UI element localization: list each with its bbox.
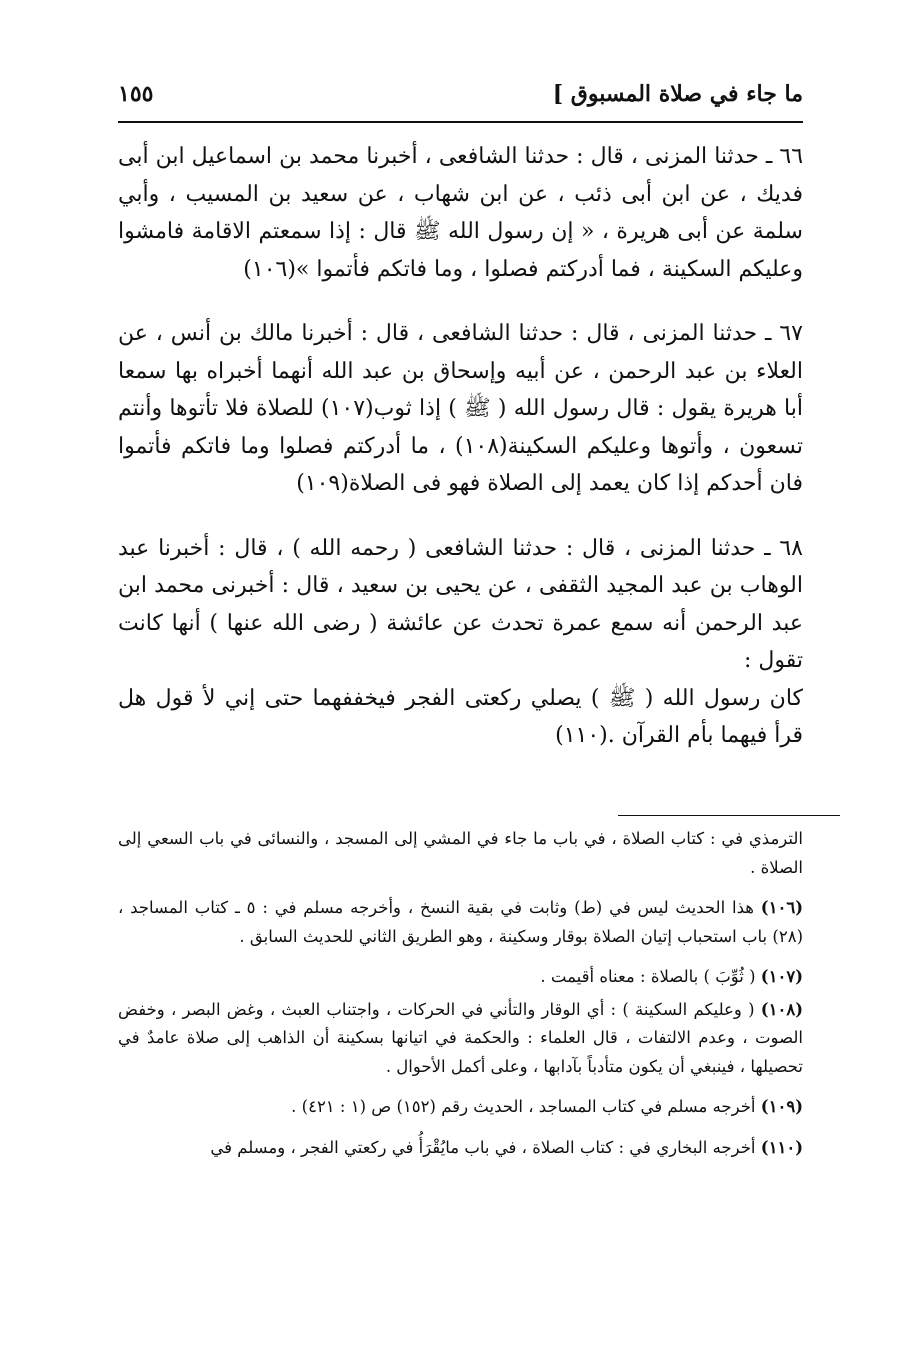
footnote-number: (١١٠) xyxy=(760,1137,803,1157)
running-title: ما جاء في صلاة المسبوق ] xyxy=(552,81,803,107)
footnote-text: أخرجه البخاري في : كتاب الصلاة ، في باب مايُقْرَأُ في ركعتي الفجر ، ومسلم في xyxy=(210,1137,756,1157)
footnote-separator xyxy=(618,815,840,816)
footnote-text: ( وعليكم السكينة ) : أي الوقار والتأني في الحركات ، واجتناب العبث ، وغض البصر ، وخفض الصوت ، وعدم الالتفات ، قال العلماء : والحكمة في اتيانها بسكينة أن الذاهب إلى صلاة عامدٌ في تحصيلها ، فينبغي أن يكون متأدباً بآدابها ، وعلى أكمل الأحوال . xyxy=(118,999,803,1076)
hadith-text: ٦٨ ـ حدثنا المزنى ، قال : حدثنا الشافعى ( رحمه الله ) ، قال : أخبرنا عبد الوهاب بن عبد المجيد الثقفى ، عن يحيى بن سعيد ، قال : أخبرنى محمد ابن عبد الرحمن أنه سمع عمرة تحدث عن عائشة ( رضى الله عنها ) أنها كانت تقول : xyxy=(118,535,803,673)
hadith-text: ٦٦ ـ حدثنا المزنى ، قال : حدثنا الشافعى ، أخبرنا محمد بن اسماعيل ابن أبى فديك ، عن ابن أبى ذئب ، عن ابن شهاب ، عن سعيد بن المسيب ، وأبي سلمة عن أبى هريرة ، « إن رسول الله ﷺ قال : إذا سمعتم الاقامة فامشوا وعليكم السكينة ، فما أدركتم فصلوا ، وما فاتكم فأتموا »(١٠٦) xyxy=(118,144,804,282)
footnote-110 xyxy=(118,1134,803,1163)
footnote-text: هذا الحديث ليس في (ط) وثابت في بقية النسخ ، وأخرجه مسلم في : ٥ ـ كتاب المساجد ، (٢٨) باب استحباب إتيان الصلاة بوقار وسكينة ، وهو الطريق الثاني للحديث السابق . xyxy=(118,898,803,946)
hadith-68 xyxy=(118,530,803,755)
footnote-text: الترمذي في : كتاب الصلاة ، في باب ما جاء في المشي إلى المسجد ، والنسائى في باب السعي إلى الصلاة . xyxy=(118,829,803,877)
footnote-106 xyxy=(118,894,803,951)
hadith-66 xyxy=(118,138,803,288)
page-header xyxy=(118,74,803,114)
footnote-text: ( ثُوِّبَ ) بالصلاة : معناه أقيمت . xyxy=(540,967,756,986)
main-text xyxy=(118,138,803,755)
footnote-text: أخرجه مسلم في كتاب المساجد ، الحديث رقم (١٥٢) ص (١ : ٤٢١) . xyxy=(291,1097,756,1116)
footnote-continued xyxy=(118,825,803,882)
hadith-text: ٦٧ ـ حدثنا المزنى ، قال : حدثنا الشافعى ، قال : أخبرنا مالك بن أنس ، عن العلاء بن عبد الرحمن ، عن أبيه وإسحاق بن عبد الله أنهما أخبراه بها سمعا أبا هريرة يقول : قال رسول الله ( ﷺ ) إذا ثوب(١٠٧) للصلاة فلا تأتوها وأنتم تسعون ، وأتوها وعليكم السكينة(١٠٨) ، ما أدركتم فصلوا وما فاتكم فأتموا فان أحدكم إذا كان يعمد إلى الصلاة فهو فى الصلاة(١٠٩) xyxy=(118,321,803,496)
hadith-continuation: كان رسول الله ( ﷺ ) يصلي ركعتى الفجر فيخففهما حتى إني لأ قول هل قرأ فيهما بأم القرآن .(١١٠) xyxy=(118,685,803,748)
footnote-109 xyxy=(118,1093,803,1122)
footnote-number: (١٠٨) xyxy=(760,999,803,1019)
footnote-108 xyxy=(118,996,803,1082)
footnotes xyxy=(118,825,803,1162)
hadith-67 xyxy=(118,315,803,503)
footnote-number: (١٠٧) xyxy=(760,967,803,986)
header-rule xyxy=(118,121,803,123)
footnote-107 xyxy=(118,963,803,992)
footnote-number: (١٠٩) xyxy=(760,1097,803,1116)
footnote-number: (١٠٦) xyxy=(760,898,803,917)
page-number: ١٥٥ xyxy=(118,81,154,107)
